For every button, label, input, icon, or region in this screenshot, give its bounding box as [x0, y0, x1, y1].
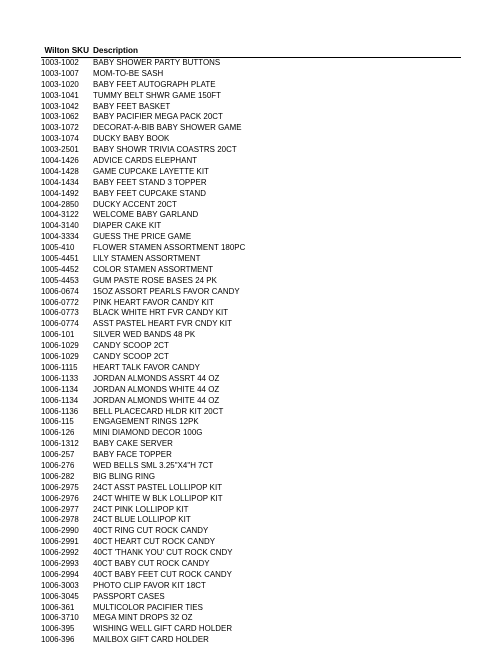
description-cell: TUMMY BELT SHWR GAME 150FT — [93, 90, 222, 100]
sku-cell: 1006-1136 — [41, 406, 79, 416]
description-cell: MULTICOLOR PACIFIER TIES — [93, 602, 203, 612]
table-row — [41, 254, 461, 265]
sku-cell: 1006-396 — [41, 635, 75, 645]
description-cell: 40CT BABY CUT ROCK CANDY — [93, 558, 210, 568]
description-cell: BABY FEET AUTOGRAPH PLATE — [93, 79, 216, 89]
sku-cell: 1006-3045 — [41, 591, 79, 601]
table-row — [41, 330, 461, 341]
description-cell: JORDAN ALMONDS WHITE 44 OZ — [93, 384, 220, 394]
table-row — [41, 592, 461, 603]
description-cell: DUCKY BABY BOOK — [93, 134, 170, 144]
table-row — [41, 319, 461, 330]
description-cell: 40CT BABY FEET CUT ROCK CANDY — [93, 569, 232, 579]
description-cell: MINI DIAMOND DECOR 100G — [93, 428, 203, 438]
table-row — [41, 396, 461, 407]
description-cell: CANDY SCOOP 2CT — [93, 352, 169, 362]
description-cell: BABY CAKE SERVER — [93, 439, 173, 449]
description-cell: WISHING WELL GIFT CARD HOLDER — [93, 624, 233, 634]
table-row — [41, 112, 461, 123]
sku-cell: 1006-115 — [41, 417, 74, 427]
description-cell: 24CT WHITE W BLK LOLLIPOP KIT — [93, 493, 223, 503]
table-row — [41, 548, 461, 559]
sku-cell: 1005-4452 — [41, 264, 79, 274]
description-cell: SILVER WED BANDS 48 PK — [93, 330, 196, 340]
sku-cell: 1003-1074 — [41, 134, 79, 144]
table-row — [41, 102, 461, 113]
description-cell: BELL PLACECARD HLDR KIT 20CT — [93, 406, 224, 416]
sku-cell: 1004-3140 — [41, 221, 79, 231]
sku-cell: 1005-4453 — [41, 275, 79, 285]
table-row — [41, 417, 461, 428]
description-cell: JORDAN ALMONDS ASSRT 44 OZ — [93, 373, 220, 383]
sku-cell: 1003-1072 — [41, 123, 79, 133]
description-cell: ADVICE CARDS ELEPHANT — [93, 156, 198, 166]
sku-cell: 1003-1002 — [41, 58, 79, 67]
table-row — [41, 167, 461, 178]
table-row — [41, 134, 461, 145]
description-cell: MOM-TO-BE SASH — [93, 68, 164, 78]
sku-cell: 1003-1042 — [41, 101, 79, 111]
description-cell: CANDY SCOOP 2CT — [93, 341, 169, 351]
description-cell: PASSPORT CASES — [93, 591, 165, 601]
sku-cell: 1006-3003 — [41, 580, 79, 590]
table-row — [41, 439, 461, 450]
sku-cell: 1004-3334 — [41, 232, 79, 242]
sku-cell: 1006-0772 — [41, 297, 79, 307]
table-row — [41, 483, 461, 494]
description-cell: DECORAT-A-BIB BABY SHOWER GAME — [93, 123, 242, 133]
description-cell: JORDAN ALMONDS WHITE 44 OZ — [93, 395, 220, 405]
table-row — [41, 515, 461, 526]
table-row — [41, 505, 461, 516]
table-row — [41, 363, 461, 374]
table-row — [41, 526, 461, 537]
sku-cell: 1006-2992 — [41, 548, 79, 558]
description-cell: 40CT HEART CUT ROCK CANDY — [93, 537, 216, 547]
description-cell: PHOTO CLIP FAVOR KIT 18CT — [93, 580, 206, 590]
description-cell: ENGAGEMENT RINGS 12PK — [93, 417, 199, 427]
sku-cell: 1006-101 — [41, 330, 75, 340]
sku-cell: 1006-1134 — [41, 395, 79, 405]
sku-cell: 1003-1062 — [41, 112, 79, 122]
sku-cell: 1006-2976 — [41, 493, 79, 503]
sku-cell: 1004-1434 — [41, 177, 79, 187]
table-row — [41, 58, 461, 69]
sku-cell: 1006-0774 — [41, 319, 79, 329]
description-cell: WELCOME BABY GARLAND — [93, 210, 199, 220]
table-row — [41, 298, 461, 309]
table-row — [41, 156, 461, 167]
sku-cell: 1005-4451 — [41, 254, 79, 264]
sku-cell: 1006-2994 — [41, 569, 79, 579]
description-cell: MAILBOX GIFT CARD HOLDER — [93, 635, 209, 645]
sku-cell: 1004-1426 — [41, 156, 79, 166]
sku-cell: 1006-395 — [41, 624, 75, 634]
sku-cell: 1006-0674 — [41, 286, 79, 296]
description-cell: FLOWER STAMEN ASSORTMENT 180PC — [93, 243, 246, 253]
sku-cell: 1006-1029 — [41, 341, 79, 351]
description-cell: BLACK WHITE HRT FVR CANDY KIT — [93, 308, 229, 318]
table-row — [41, 570, 461, 581]
sku-cell: 1006-1029 — [41, 352, 79, 362]
table-row — [41, 80, 461, 91]
table-row — [41, 232, 461, 243]
table-row — [41, 69, 461, 80]
table-row — [41, 352, 461, 363]
description-cell: PINK HEART FAVOR CANDY KIT — [93, 297, 214, 307]
table-row — [41, 603, 461, 614]
table-body — [41, 58, 461, 646]
description-cell: BABY SHOWR TRIVIA COASTRS 20CT — [93, 145, 237, 155]
table-row — [41, 494, 461, 505]
description-cell: 40CT 'THANK YOU' CUT ROCK CNDY — [93, 548, 233, 558]
table-row — [41, 123, 461, 134]
sku-cell: 1006-2991 — [41, 537, 79, 547]
description-cell: GUESS THE PRICE GAME — [93, 232, 192, 242]
description-cell: WED BELLS SML 3.25"X4"H 7CT — [93, 460, 214, 470]
description-cell: BABY FEET STAND 3 TOPPER — [93, 177, 207, 187]
description-cell: BIG BLING RING — [93, 471, 156, 481]
table-row — [41, 265, 461, 276]
table-row — [41, 189, 461, 200]
sku-cell: 1006-1312 — [41, 439, 79, 449]
sku-cell: 1006-1115 — [41, 362, 78, 372]
sku-cell: 1006-1133 — [41, 373, 79, 383]
sku-column-header: Wilton SKU — [44, 46, 89, 55]
sku-cell: 1004-2850 — [41, 199, 79, 209]
table-row — [41, 613, 461, 624]
sku-cell: 1006-2993 — [41, 558, 79, 568]
table-row — [41, 287, 461, 298]
sku-cell: 1006-1134 — [41, 384, 79, 394]
table-row — [41, 581, 461, 592]
sku-cell: 1006-2990 — [41, 526, 79, 536]
sku-cell: 1004-3122 — [41, 210, 79, 220]
description-column-header: Description — [93, 46, 139, 55]
description-cell: 24CT PINK LOLLIPOP KIT — [93, 504, 189, 514]
table-row — [41, 243, 461, 254]
description-cell: BABY FEET CUPCAKE STAND — [93, 188, 206, 198]
table-row — [41, 472, 461, 483]
spreadsheet-table — [41, 45, 461, 646]
description-cell: BABY SHOWER PARTY BUTTONS — [93, 58, 221, 67]
description-cell: DUCKY ACCENT 20CT — [93, 199, 177, 209]
table-row — [41, 385, 461, 396]
description-cell: 24CT ASST PASTEL LOLLIPOP KIT — [93, 482, 223, 492]
description-cell: ASST PASTEL HEART FVR CNDY KIT — [93, 319, 233, 329]
table-row — [41, 308, 461, 319]
table-row — [41, 210, 461, 221]
sku-cell: 1006-2975 — [41, 482, 79, 492]
description-cell: 24CT BLUE LOLLIPOP KIT — [93, 515, 191, 525]
sku-cell: 1004-1492 — [41, 188, 79, 198]
table-row — [41, 178, 461, 189]
table-row — [41, 145, 461, 156]
sku-cell: 1006-3710 — [41, 613, 79, 623]
description-cell: GAME CUPCAKE LAYETTE KIT — [93, 166, 209, 176]
description-cell: COLOR STAMEN ASSORTMENT — [93, 264, 214, 274]
sku-cell: 1003-1007 — [41, 68, 79, 78]
sku-cell: 1006-282 — [41, 471, 75, 481]
description-cell: GUM PASTE ROSE BASES 24 PK — [93, 275, 217, 285]
table-row — [41, 91, 461, 102]
description-cell: BABY FACE TOPPER — [93, 450, 172, 460]
table-row — [41, 537, 461, 548]
sku-cell: 1006-126 — [41, 428, 75, 438]
sku-cell: 1005-410 — [41, 243, 75, 253]
table-row — [41, 407, 461, 418]
sku-cell: 1004-1428 — [41, 166, 79, 176]
table-row — [41, 635, 461, 646]
sku-cell: 1006-2978 — [41, 515, 79, 525]
sku-cell: 1006-2977 — [41, 504, 79, 514]
table-row — [41, 341, 461, 352]
description-cell: 40CT RING CUT ROCK CANDY — [93, 526, 209, 536]
table-row — [41, 461, 461, 472]
table-header — [41, 45, 461, 58]
table-row — [41, 624, 461, 635]
sku-cell: 1006-257 — [41, 450, 75, 460]
table-row — [41, 374, 461, 385]
table-row — [41, 276, 461, 287]
description-cell: HEART TALK FAVOR CANDY — [93, 362, 200, 372]
description-cell: BABY FEET BASKET — [93, 101, 171, 111]
description-cell: DIAPER CAKE KIT — [93, 221, 162, 231]
sku-cell: 1003-1041 — [41, 90, 79, 100]
sku-cell: 1006-361 — [41, 602, 75, 612]
table-row — [41, 200, 461, 211]
table-row — [41, 450, 461, 461]
description-cell: MEGA MINT DROPS 32 OZ — [93, 613, 193, 623]
sku-cell: 1003-1020 — [41, 79, 79, 89]
table-row — [41, 221, 461, 232]
sku-cell: 1003-2501 — [41, 145, 79, 155]
sku-cell: 1006-276 — [41, 460, 75, 470]
table-row — [41, 428, 461, 439]
description-cell: BABY PACIFIER MEGA PACK 20CT — [93, 112, 223, 122]
table-row — [41, 559, 461, 570]
description-cell: LILY STAMEN ASSORTMENT — [93, 254, 201, 264]
sku-cell: 1006-0773 — [41, 308, 79, 318]
description-cell: 15OZ ASSORT PEARLS FAVOR CANDY — [93, 286, 240, 296]
